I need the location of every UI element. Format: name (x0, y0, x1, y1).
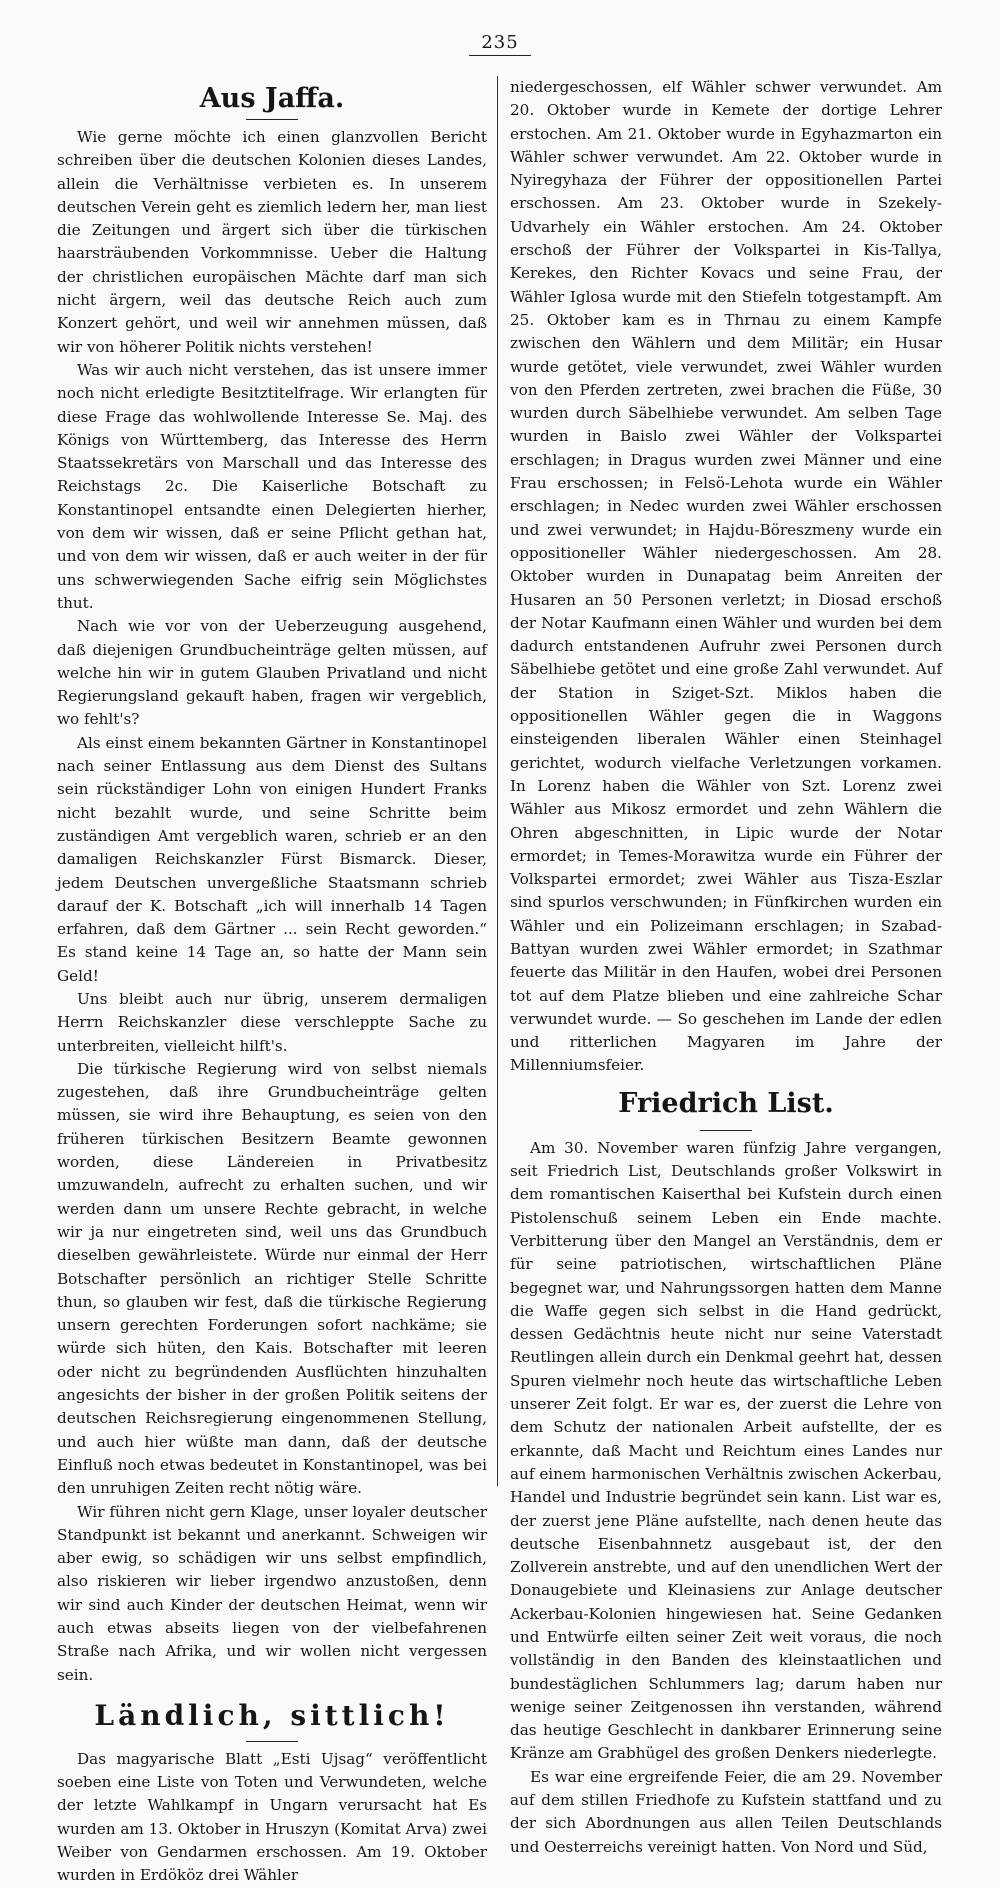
article-paragraph: Es war eine ergreifende Feier, die am 29. November auf dem stillen Friedhofe zu Kufstein stattfand und zu der sich Abordnungen aus allen Teilen Deutschlands und Oesterreichs vereinigt hatten. Von Nord und Süd, (510, 1767, 942, 1856)
title-divider (246, 1741, 298, 1742)
article-title-friedrich-list: Friedrich List. (618, 1087, 834, 1119)
page-number: 235 (0, 32, 1000, 56)
article-paragraph: Als einst einem bekannten Gärtner in Konstantinopel nach seiner Entlassung aus dem Dienst des Sultans sein rückständiger Lohn von einigen Hundert Franks nicht bezahlt wurde, und seine Schritte beim zuständigen Amt vergeblich waren, schrieb er an den damaligen Reichskanzler Fürst Bismarck. Dieser, jedem Deutschen unvergeßliche Staatsmann schrieb darauf der K. Botschaft „ich will innerhalb 14 Tagen erfahren, daß dem Gärtner ... sein Recht geworden.“ Es stand keine 14 Tage an, so hatte der Mann sein Geld! (57, 733, 487, 985)
right-column (510, 76, 942, 1856)
article-paragraph: Das magyarische Blatt „Esti Ujsag“ veröffentlicht soeben eine Liste von Toten und Verwundeten, welche der letzte Wahlkampf in Ungarn verursacht hat Es wurden am 13. Oktober in Hruszyn (Komitat Arva) zwei Weiber von Gendarmen erschossen. Am 19. Oktober wurden in Erdököz drei Wähler (57, 1749, 487, 1885)
article-paragraph-continued: niedergeschossen, elf Wähler schwer verwundet. Am 20. Oktober wurde in Kemete der dortige Lehrer erstochen. Am 21. Oktober wurde in Egyhazmarton ein Wähler schwer verwundet. Am 22. Oktober wurde in Nyiregyhaza der Führer der oppositionellen Partei erschossen. Am 23. Oktober wurde in Szekely-Udvarhely ein Wähler erstochen. Am 24. Oktober erschoß der Führer der Volkspartei in Kis-Tallya, Kerekes, den Richter Kovacs und seine Frau, der Wähler Iglosa wurde mit den Stiefeln totgestampft. Am 25. Oktober kam es in Thrnau zu einem Kampfe zwischen den Wählern und dem Militär; ein Husar wurde getötet, viele verwundet, zwei Wähler wurden von den Pferden zertreten, zwei brachen die Füße, 30 wurden durch Säbelhiebe verwundet. Am selben Tage wurden in Baislo zwei Wähler der Volkspartei erschlagen; in Dragus wurden zwei Männer und eine Frau erschossen; in Felsö-Lehota wurde ein Wähler erschlagen; in Nedec wurden zwei Wähler erschossen und zwei verwundet; in Hajdu-Böreszmeny wurde ein oppositioneller Wähler niedergeschossen. Am 28. Oktober wurden in Dunapatag beim Anreiten der Husaren an 50 Personen verletzt; in Diosad erschoß der Notar Kaufmann einen Wähler und wurden bei dem dadurch entstandenen Aufruhr zwei Personen durch Säbelhiebe getötet und eine große Zahl verwundet. Auf der Station in Sziget-Szt. Miklos haben die oppositionellen Wähler gegen die in Waggons einsteigenden liberalen Wähler einen Steinhagel gerichtet, wodurch vielfache Verletzungen vorkamen. In Lorenz haben die Wähler von Szt. Lorenz zwei Wähler aus Mikosz ermordet und zehn Wählern die Ohren abgeschnitten, in Lipic wurde der Notar ermordet; in Temes-Morawitza wurde ein Führer der Volkspartei ermordet; zwei Wähler aus Tisza-Eszlar sind spurlos verschwunden; in Fünfkirchen wurden ein Wähler und ein Polizeimann erschlagen; in Szabad-Battyan wurden zwei Wähler ermordet; in Szathmar feuerte das Militär in den Haufen, wobei drei Personen tot auf dem Platze blieben und eine zahlreiche Schar verwundet wurde. — So geschehen im Lande der edlen und ritterlichen Magyaren im Jahre der Millenniumsfeier. (510, 78, 942, 1075)
article-title-aus-jaffa: Aus Jaffa. (199, 83, 345, 114)
article-paragraph: Was wir auch nicht verstehen, das ist unsere immer noch nicht erledigte Besitztitelfrage. Wir erlangten für diese Frage das wohlwollende Interesse Se. Maj. des Königs von Württemberg, das Interesse des Herrn Staatssekretärs von Marschall und das Interesse des Reichstags 2c. Die Kaiserliche Botschaft zu Konstantinopel entsandte einen Delegierten hierher, von dem wir wissen, daß er seine Pflicht gethan hat, und von dem wir wissen, daß er auch weiter in der für uns schwerwiegenden Sache eifrig sein Möglichstes thut. (57, 360, 487, 612)
article-paragraph: Uns bleibt auch nur übrig, unserem dermaligen Herrn Reichskanzler diese verschleppte Sache zu unterbreiten, vielleicht hilft's. (57, 989, 487, 1055)
left-column (57, 74, 487, 1885)
article-paragraph: Wie gerne möchte ich einen glanzvollen Bericht schreiben über die deutschen Kolonien dieses Landes, allein die Verhältnisse verbieten es. In unserem deutschen Verein geht es ziemlich ledern her, man liest die Zeitungen und ärgert sich über die türkischen haarsträubenden Vorkommnisse. Ueber die Haltung der christlichen europäischen Mächte darf man sich nicht ärgern, weil das deutsche Reich auch zum Konzert gehört, und weil wir annehmen müssen, daß wir von höherer Politik nichts verstehen! (57, 128, 487, 356)
article-paragraph: Am 30. November waren fünfzig Jahre vergangen, seit Friedrich List, Deutschlands großer Volkswirt in dem romantischen Kaiserthal bei Kufstein durch einen Pistolenschuß seinem Leben ein Ende machte. Verbitterung über den Mangel an Verständnis, dem er für seine patriotischen, wirtschaftlichen Pläne begegnet war, und Nahrungssorgen hatten dem Manne die Waffe gegen sich selbst in die Hand gedrückt, dessen Gedächtnis heute nicht nur seine Vaterstadt Reutlingen allein durch ein Denkmal geehrt hat, dessen Spuren vielmehr noch heute das wirtschaftliche Leben unserer Zeit folgt. Er war es, der zuerst die Lehre von dem Schutz der nationalen Arbeit aufstellte, der es erkannte, daß Macht und Reichtum eines Landes nur auf einem harmonischen Verhältnis zwischen Ackerbau, Handel und Industrie begründet sein kann. List war es, der zuerst jene Pläne aufstellte, nach denen heute das deutsche Eisenbahnnetz ausgebaut ist, der den Zollverein anstrebte, und auf den unendlichen Wert der Donaugebiete und Kleinasiens zur Anlage deutscher Ackerbau-Kolonien hingewiesen hat. Seine Gedanken und Entwürfe eilten seiner Zeit weit voraus, die noch vollständig in den Banden des kleinstaatlichen und bundestäglichen Schlummers lag; darum haben nur wenige seiner Zeitgenossen ihn verstanden, während das heutige Geschlecht in dankbarer Erinnerung seine Kränze am Grabhügel des großen Denkers niederlegte. (510, 1138, 942, 1763)
article-paragraph: Die türkische Regierung wird von selbst niemals zugestehen, daß ihre Grundbucheinträge gelten müssen, sie wird ihre Behauptung, es seien von den früheren türkischen Besitzern Beamte gewonnen worden, diese Ländereien in Privatbesitz umzuwandeln, aufrecht zu erhalten suchen, und wir werden dann um unsere Rechte gebracht, in welche wir ja nur eingetreten sind, weil uns das Grundbuch dieselben gewährleistete. Würde nur einmal der Herr Botschafter persönlich an richtiger Stelle Schritte thun, so glauben wir fest, daß die türkische Regierung unsern gerechten Forderungen sofort nachkäme; sie würde sich hüten, den Kais. Botschafter mit leeren oder nicht zu begründenden Ausflüchten hinzuhalten angesichts der bisher in der großen Politik seitens der deutschen Reichsregierung eingenommenen Stellung, und auch hier wüßte man dann, daß der deutsche Einfluß noch etwas bedeutet in Konstantinopel, was bei den unruhigen Zeiten recht nötig wäre. (57, 1059, 487, 1498)
column-divider (497, 76, 498, 1486)
article-paragraph: Nach wie vor von der Ueberzeugung ausgehend, daß diejenigen Grundbucheinträge gelten müssen, auf welche hin wir in gutem Glauben Privatland und nicht Regierungsland gekauft haben, fragen wir vergeblich, wo fehlt's? (57, 617, 487, 729)
article-title-laendlich-sittlich: Ländlich, sittlich! (94, 1698, 450, 1732)
article-paragraph: Wir führen nicht gern Klage, unser loyaler deutscher Standpunkt ist bekannt und anerkannt. Schweigen wir aber ewig, so schädigen wir uns selbst empfindlich, also riskieren wir lieber irgendwo anzustoßen, denn wir sind auch Kinder der deutschen Heimat, wenn wir auch etwas abseits liegen von der vielbefahrenen Straße nach Afrika, und wir wollen nicht vergessen sein. (57, 1502, 487, 1684)
title-divider (700, 1130, 752, 1131)
title-divider (246, 119, 298, 120)
